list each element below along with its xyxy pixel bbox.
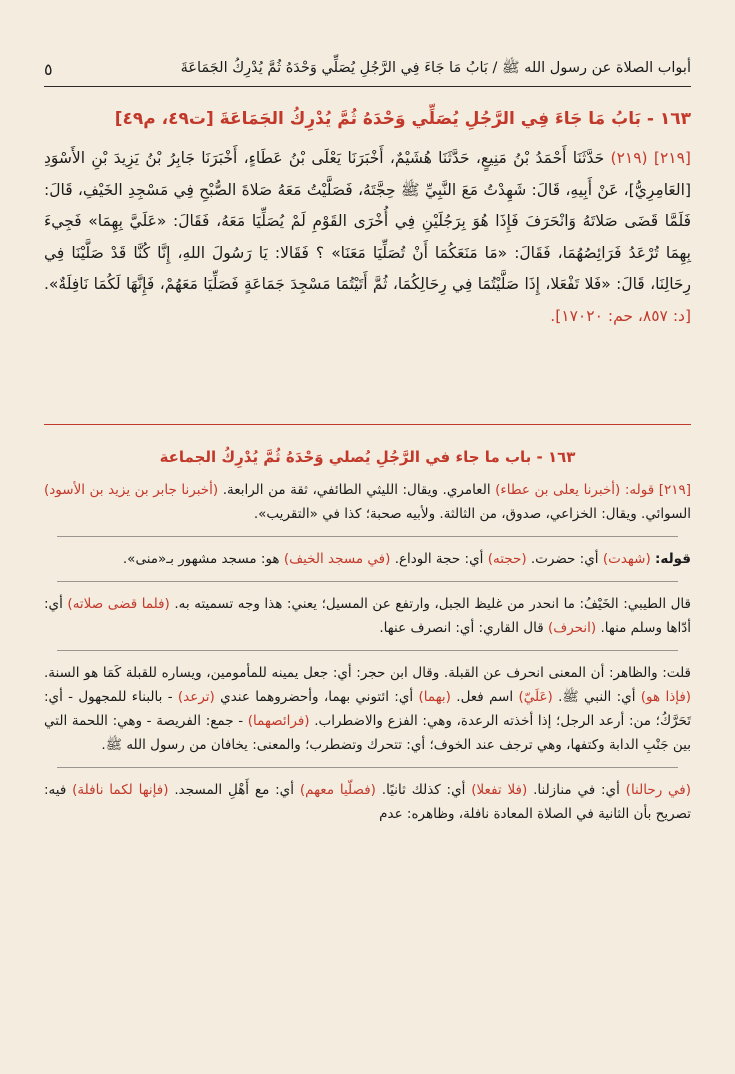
- commentary-block: [44, 444, 691, 836]
- keyword: (شهدت): [602, 551, 651, 567]
- keyword: (فرائصهما): [247, 713, 310, 729]
- running-header: [44, 56, 691, 82]
- commentary-text: أي: حضرت.: [530, 551, 599, 567]
- paragraph-divider: [57, 650, 678, 651]
- keyword: (ترعد): [177, 689, 215, 705]
- commentary-text: - جمع: الفريصة - وهي: اللحمة التي بين جَنْبِ الدابة وكتفها، وهي ترجف عند الخوف؛ أي: تتحرك وتضطرب؛ والمعنى: يخافان من رسول الله ﷺ.: [44, 713, 691, 753]
- keyword: (فلا تفعلا): [471, 782, 528, 798]
- hadith-block: [44, 104, 691, 332]
- commentary-text: أي: النبي ﷺ.: [558, 689, 636, 705]
- commentary-paragraph: [44, 478, 691, 526]
- commentary-paragraph: [44, 547, 691, 571]
- commentary-text: العامري. ويقال: الليثي الطائفي، ثقة من الرابعة.: [222, 482, 491, 498]
- page-number: ٥: [44, 59, 53, 79]
- keyword: (في رحالنا): [625, 782, 692, 798]
- commentary-text: - بالبناء للمجهول - أي: تَحَرَّكُ؛ من: أرعد الرجل؛ إذا أخذته الرعدة، وهي: الفزع والاضطراب.: [44, 689, 691, 729]
- commentary-number: [٢١٩] قوله:: [624, 482, 692, 498]
- commentary-text: قال الطيبي: الخَيْفُ: ما انحدر من غليظ الجبل، وارتفع عن المسيل؛ يعني: هذا وجه تسميته به.: [174, 596, 691, 612]
- commentary-text: قلت: والظاهر: أن المعنى انحرف عن القبلة. وقال ابن حجر: أي: جعل يمينه للمأمومين، ويساره للقبلة كَمَا هو السنة.: [44, 665, 691, 681]
- chapter-title: ١٦٣ - بَابُ مَا جَاءَ فِي الرَّجُلِ يُصَلِّي وَحْدَهُ ثُمَّ يُدْرِكُ الجَمَاعَةَ [ت٤٩، م٤٩]: [114, 109, 691, 129]
- paragraph-divider: [57, 767, 678, 768]
- header-rule: [44, 86, 691, 87]
- commentary-text: أي: مع أَهْلِ المسجد.: [174, 782, 294, 798]
- commentary-text: أي: ائتوني بهما، وأحضروهما عندي: [220, 689, 414, 705]
- commentary-text: أي: حجة الوداع.: [394, 551, 484, 567]
- keyword: (فصلّيا معهم): [299, 782, 376, 798]
- keyword: (انحرف): [547, 620, 597, 636]
- commentary-text: فيه: تصريح بأن الثانية في الصلاة المعادة نافلة، وظاهره: عدم: [44, 782, 691, 822]
- commentary-text: اسم فعل.: [456, 689, 514, 705]
- keyword: (أخبرنا جابر بن يزيد بن الأسود): [44, 482, 219, 498]
- keyword: (بهما): [418, 689, 451, 705]
- keyword: (حجته): [487, 551, 527, 567]
- commentary-paragraph: [44, 778, 691, 826]
- hadith-number: [٢١٩] (٢١٩): [610, 149, 691, 167]
- commentary-text: قال القاري: أي: انصرف عنها.: [379, 620, 544, 636]
- hadith-body: حَدَّثَنَا أَحْمَدُ بْنُ مَنِيعٍ، حَدَّثَنَا هُشَيْمٌ، أَخْبَرَنَا يَعْلَى بْنُ عَطَاءٍ، أَخْبَرَنَا جَابِرُ بْنُ يَزِيدَ بْنِ الأَسْوَدِ [العَامِرِيُّ]، عَنْ أَبِيهِ، قَالَ: شَهِدْتُ مَعَ النَّبِيِّ ﷺ حِجَّتَهُ، فَصَلَّيْتُ مَعَهُ صَلاةَ الصُّبْحِ فِي مَسْجِدِ الخَيْفِ، قَالَ: فَلَمَّا قَضَى صَلاتَهُ وَانْحَرَفَ فَإِذَا هُوَ بِرَجُلَيْنِ فِي أُخْرَى القَوْمِ لَمْ يُصَلِّيَا مَعَهُ، فَقَالَ: «عَلَيَّ بِهِمَا» فَجِيءَ بِهِمَا تُرْعَدُ فَرَائِصُهُمَا، فَقَالَ: «مَا مَنَعَكُمَا أَنْ تُصَلِّيَا مَعَنَا» ؟ فَقَالا: يَا رَسُولَ اللهِ، إِنَّا كُنَّا قَدْ صَلَّيْنَا فِي رِحَالِنَا، قَالَ: «فَلا تَفْعَلا، إِذَا صَلَّيْتُمَا فِي رِحَالِكُمَا، ثُمَّ أَتَيْتُمَا مَسْجِدَ جَمَاعَةٍ فَصَلِّيَا مَعَهُمْ، فَإِنَّهَا لَكُمَا نَافِلَةٌ».: [44, 149, 691, 293]
- hadith-reference: [د: ٨٥٧، حم: ١٧٠٢٠].: [550, 306, 691, 325]
- keyword: (أخبرنا يعلى بن عطاء): [495, 482, 621, 498]
- keyword: (فإنها لكما نافلة): [72, 782, 169, 798]
- keyword: (فلما قضى صلاته): [67, 596, 170, 612]
- paragraph-divider: [57, 581, 678, 582]
- section-divider: [44, 424, 691, 425]
- commentary-text: أي: أدّاها وسلم منها.: [44, 596, 691, 636]
- hadith-text: [44, 143, 691, 332]
- commentary-paragraph: [44, 661, 691, 757]
- commentary-chapter-title: ١٦٣ - باب ما جاء في الرَّجُلِ يُصلي وَحْدَهُ ثُمَّ يُدْرِكُ الجماعة: [159, 448, 576, 466]
- commentary-paragraph: [44, 592, 691, 640]
- commentary-text: أي: كذلك ثانيًا.: [381, 782, 466, 798]
- commentary-text: أي: في منازلنا.: [533, 782, 620, 798]
- running-header-title: أبواب الصلاة عن رسول الله ﷺ / بَابُ مَا جَاءَ فِي الرَّجُلِ يُصَلِّي وَحْدَهُ ثُمَّ يُدْرِكُ الجَمَاعَةَ: [180, 59, 691, 76]
- keyword: (في مسجد الخيف): [283, 551, 391, 567]
- commentary-text: قوله:: [655, 551, 691, 567]
- keyword: (فإذا هو): [640, 689, 692, 705]
- commentary-text: هو: مسجد مشهور بـ«منى».: [122, 551, 280, 567]
- keyword: (عَلَيّ): [518, 689, 553, 705]
- commentary-text: السوائي. ويقال: الخزاعي، صدوق، من الثالثة. ولأبيه صحبة؛ كذا في «التقريب».: [253, 506, 691, 522]
- paragraph-divider: [57, 536, 678, 537]
